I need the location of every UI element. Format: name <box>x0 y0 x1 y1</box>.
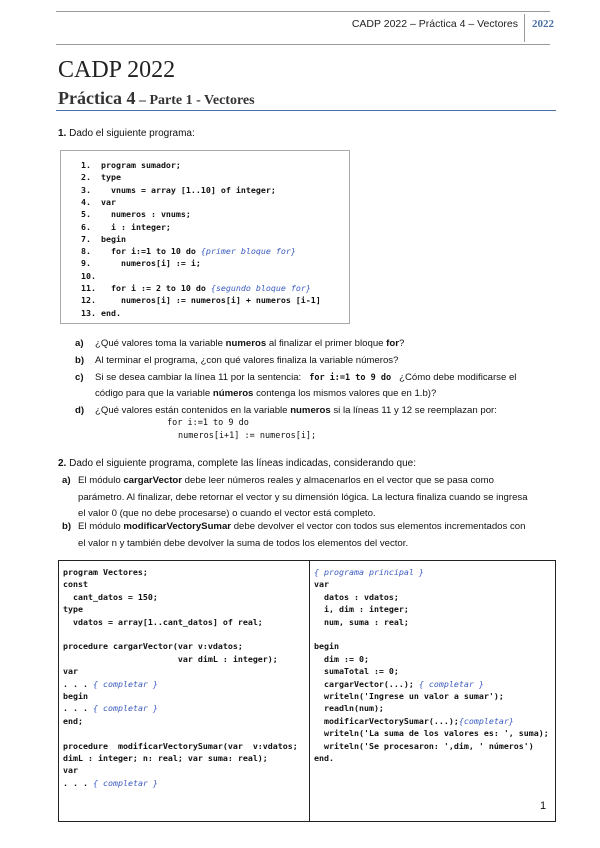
item-label: c) <box>75 372 84 383</box>
code-text: var dimL : integer); <box>63 653 278 664</box>
code-line <box>81 257 201 270</box>
item-d-code-2: numeros[i+1] := numeros[i]; <box>178 431 317 441</box>
q2-item-b <box>62 519 556 555</box>
code-text: end. <box>101 307 121 318</box>
code-box-2 <box>58 560 556 822</box>
code-line <box>81 233 126 246</box>
code-text: begin <box>101 233 126 244</box>
code-text: for i := 2 to 10 do <box>101 283 211 293</box>
title-rule <box>56 110 556 111</box>
code-line <box>81 221 171 234</box>
line-number: 5. <box>81 209 91 220</box>
text-seg: Si se desea cambiar la línea 11 por la sentencia: <box>95 372 302 383</box>
text-seg: El módulo <box>78 475 124 486</box>
item-d-code-1: for i:=1 to 9 do <box>167 418 249 428</box>
code-line <box>63 578 88 591</box>
code-line <box>63 566 148 579</box>
item-label: a) <box>75 338 84 349</box>
line-number: 1. <box>81 160 91 170</box>
code-line <box>314 653 369 666</box>
code-comment: {segundo bloque for} <box>210 283 311 293</box>
subtitle-main: Práctica 4 <box>58 88 136 108</box>
code-text: cargarVector(...); <box>314 678 419 689</box>
code-line <box>63 752 268 765</box>
header-top-rule <box>56 11 550 12</box>
code-text: type <box>63 604 83 615</box>
code-line <box>63 764 78 777</box>
code-comment: { programa principal } <box>314 567 424 577</box>
code-line <box>314 603 409 616</box>
text-seg: ¿Cómo debe modificarse el <box>399 372 517 383</box>
code-text: for i:=1 to 10 do <box>101 246 201 257</box>
header-bottom-rule <box>56 44 550 45</box>
code-text: i : integer; <box>101 221 171 232</box>
line-number: 11. <box>81 283 96 293</box>
code-text: var <box>63 765 78 776</box>
code-line <box>81 294 321 307</box>
text-seg: código para que la variable <box>95 388 213 399</box>
code-text: . . . <box>63 703 93 714</box>
code-line <box>63 702 158 715</box>
line-number: 8. <box>81 246 91 257</box>
code-text: . . . <box>63 678 93 689</box>
header-year: 2022 <box>532 18 554 30</box>
code-line <box>314 702 384 715</box>
code-line <box>63 591 158 604</box>
code-line <box>314 727 549 740</box>
code-line <box>63 777 158 790</box>
header-separator <box>524 14 525 42</box>
code-line <box>314 690 504 703</box>
line-number: 7. <box>81 233 91 244</box>
question-1-text: Dado el siguiente programa: <box>69 128 195 139</box>
page-subtitle <box>58 88 255 109</box>
item-text <box>78 473 556 523</box>
code-text: sumaTotal := 0; <box>314 666 399 677</box>
code-text: numeros[i] := i; <box>101 258 201 269</box>
code-line <box>81 307 121 320</box>
code-box-1 <box>60 150 350 324</box>
text-seg: debe leer números reales y almacenarlos en el vector que se pasa como <box>182 475 494 486</box>
code-text: i, dim : integer; <box>314 604 409 615</box>
text-seg: parámetro. Al finalizar, debe retornar el vector y su dimensión lógica. La lectura finaliza cuando se ingresa <box>78 491 528 503</box>
code-text: dim := 0; <box>314 653 369 664</box>
code-left-column <box>59 561 310 821</box>
line-number: 3. <box>81 184 91 195</box>
q2-item-a <box>62 473 556 525</box>
item-label: d) <box>75 405 85 416</box>
subtitle-dash2: - <box>192 93 205 108</box>
code-text: const <box>63 579 88 590</box>
code-text: var <box>314 579 329 590</box>
code-line <box>63 690 88 703</box>
line-number: 4. <box>81 196 91 207</box>
question-1-intro <box>58 128 195 139</box>
code-text: vnums = array [1..10] of integer; <box>101 184 276 195</box>
code-text: numeros[i] := numeros[i] + numeros [i-1] <box>101 295 321 306</box>
code-comment: {primer bloque for} <box>200 246 296 257</box>
line-number: 12. <box>81 295 96 306</box>
text-seg: ? <box>398 338 405 349</box>
code-line <box>63 603 83 616</box>
text-seg: contenga los mismos valores que en 1.b)? <box>253 388 437 399</box>
code-line <box>314 640 339 653</box>
code-text: writeln('Ingrese un valor a sumar'); <box>314 691 504 701</box>
code-text: type <box>101 172 121 183</box>
text-bold: números <box>212 388 254 399</box>
text-seg: ¿Qué valores están contenidos en la variable <box>95 405 291 416</box>
code-line <box>314 566 424 579</box>
code-text: writeln('La suma de los valores es: ', suma); <box>314 728 549 739</box>
subtitle-part: Parte 1 <box>149 93 193 108</box>
code-line <box>81 208 191 221</box>
item-text: Al terminar el programa, ¿con qué valores finaliza la variable números? <box>95 355 399 366</box>
code-line <box>314 591 399 604</box>
code-line <box>314 752 334 765</box>
code-comment: { completar } <box>418 678 484 689</box>
line-number: 9. <box>81 258 91 269</box>
item-label: b) <box>75 355 85 366</box>
subtitle-dash: – <box>135 93 150 108</box>
code-comment: { completar } <box>92 703 158 714</box>
text-bold: modificarVectorySumar <box>123 521 232 532</box>
code-comment: { completar } <box>92 777 158 788</box>
code-line <box>63 616 263 629</box>
code-text: procedure modificarVectorySumar(var v:vdatos; <box>63 740 298 751</box>
code-text: modificarVectorySumar(...); <box>314 715 459 726</box>
code-line <box>63 640 243 653</box>
line-number: 10. <box>81 270 96 281</box>
inline-code: for i:=1 to 9 do <box>309 373 392 383</box>
text-seg: debe devolver el vector con todos sus elementos incrementados con <box>231 521 526 532</box>
code-line <box>63 715 83 728</box>
line-number: 6. <box>81 221 91 232</box>
code-line <box>81 184 276 197</box>
subtitle-topic: Vectores <box>204 93 255 108</box>
line-number: 13. <box>81 307 96 318</box>
code-line <box>81 159 181 172</box>
text-bold: cargarVector <box>123 475 182 486</box>
code-text: end. <box>314 753 334 763</box>
code-line <box>81 196 116 209</box>
question-1-number: 1. <box>58 128 67 139</box>
code-text: readln(num); <box>314 703 384 714</box>
item-text <box>78 519 556 552</box>
header-text: CADP 2022 – Práctica 4 – Vectores <box>351 18 518 30</box>
text-seg: si la líneas 11 y 12 se reemplazan por: <box>330 405 497 416</box>
code-text: procedure cargarVector(var v:vdatos; <box>63 641 243 652</box>
page-title: CADP 2022 <box>58 57 176 83</box>
code-line <box>314 578 329 591</box>
code-text: dimL : integer; n: real; var suma: real); <box>63 753 268 763</box>
code-text: . . . <box>63 777 93 788</box>
item-text <box>95 370 555 402</box>
code-text: begin <box>63 691 88 701</box>
code-text: datos : vdatos; <box>314 591 399 602</box>
code-line <box>314 616 409 629</box>
text-seg: al finalizar el primer bloque <box>266 338 387 349</box>
code-line <box>81 245 296 258</box>
code-text: numeros : vnums; <box>101 209 191 220</box>
code-line <box>63 653 278 666</box>
text-bold: for <box>386 338 399 349</box>
question-2-intro <box>58 458 416 469</box>
code-right-column <box>310 561 555 821</box>
item-text <box>95 336 555 352</box>
code-text: program sumador; <box>101 160 181 170</box>
code-comment: {completar} <box>458 715 514 726</box>
code-comment: { completar } <box>92 678 158 689</box>
item-label: a) <box>62 475 71 486</box>
code-text: var <box>63 666 78 677</box>
code-text: cant_datos = 150; <box>63 591 158 602</box>
question-2-text: Dado el siguiente programa, complete las líneas indicadas, considerando que: <box>69 458 417 469</box>
text-seg: El módulo <box>78 521 124 532</box>
code-line <box>63 678 158 691</box>
code-line <box>81 171 121 184</box>
line-number: 2. <box>81 172 91 183</box>
code-text: end; <box>63 715 83 726</box>
text-seg: ¿Qué valores toma la variable <box>95 338 226 349</box>
code-line <box>81 270 101 283</box>
text-seg: el valor 0 (que no debe procesarse) o cuando el vector está completo. <box>78 508 376 519</box>
code-line <box>81 282 311 295</box>
page-number: 1 <box>540 800 547 812</box>
question-2-number: 2. <box>58 458 67 469</box>
code-text: num, suma : real; <box>314 616 409 627</box>
code-line <box>314 715 514 728</box>
code-line <box>314 665 399 678</box>
code-text: vdatos = array[1..cant_datos] of real; <box>63 616 263 627</box>
text-bold: numeros <box>225 338 267 349</box>
code-text: program Vectores; <box>63 567 148 577</box>
code-line <box>63 665 78 678</box>
code-text: begin <box>314 641 339 652</box>
text-seg: el valor n y también debe devolver la suma de todos los elementos del vector. <box>78 537 409 549</box>
code-line <box>314 740 534 753</box>
code-line <box>63 740 298 753</box>
code-text: writeln('Se procesaron: ',dim, ' números') <box>314 740 534 751</box>
item-label: b) <box>62 521 72 532</box>
item-text <box>95 403 555 419</box>
code-line <box>314 678 484 691</box>
text-bold: numeros <box>290 405 331 416</box>
code-text: var <box>101 196 116 207</box>
